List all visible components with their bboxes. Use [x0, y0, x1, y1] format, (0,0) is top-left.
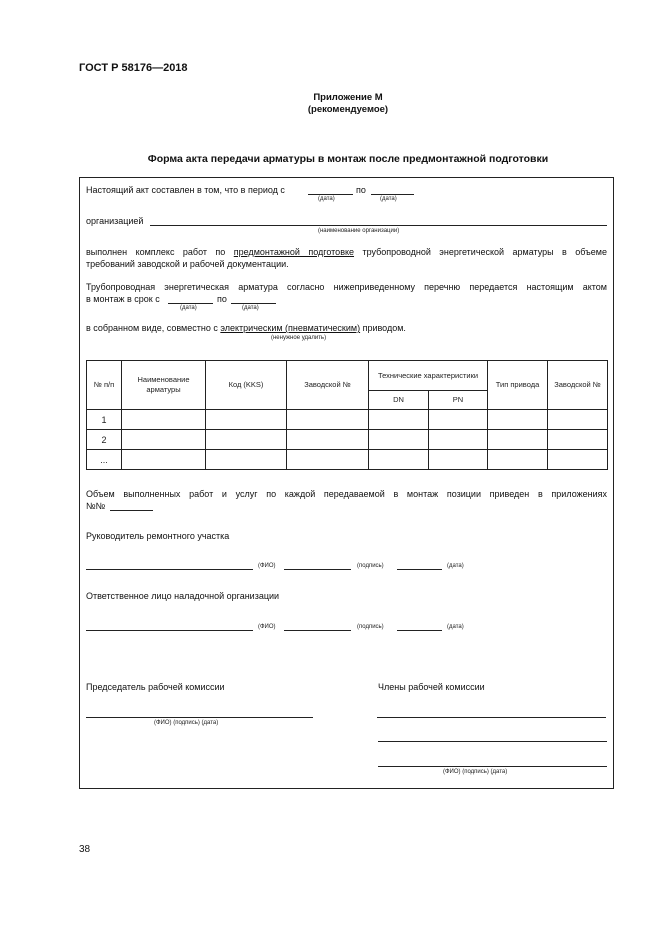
date-from-line [308, 194, 353, 195]
date-hint: (дата) [242, 305, 259, 311]
appendix-note: (рекомендуемое) [307, 104, 389, 115]
signature-hint: (подпись) [357, 563, 384, 569]
signature-hint: (подпись) [357, 624, 384, 630]
org-label: организацией [86, 216, 144, 226]
document-id: ГОСТ Р 58176—2018 [79, 62, 188, 74]
commissioning-person-title: Ответственное лицо наладочной организации [86, 591, 280, 601]
table-cell[interactable] [287, 430, 369, 450]
col-tech: Технические характеристики [369, 361, 488, 391]
date-hint: (дата) [318, 196, 335, 202]
col-num: № п/п [87, 361, 122, 410]
table-cell[interactable] [206, 410, 287, 430]
date-hint: (дата) [380, 196, 397, 202]
date-line [397, 569, 442, 570]
table-cell[interactable] [429, 430, 488, 450]
table-cell[interactable] [287, 410, 369, 430]
row-number: ... [87, 450, 122, 470]
transfer-term-label: в монтаж в срок с [86, 294, 160, 304]
period-to-label: по [356, 185, 366, 195]
assembled-line: в собранном виде, совместно с электрическим (пневматическим) приводом. [86, 323, 406, 333]
org-hint: (наименование организации) [318, 228, 400, 234]
col-pn: PN [429, 391, 488, 410]
table-cell[interactable] [206, 430, 287, 450]
row-number: 1 [87, 410, 122, 430]
table-cell[interactable] [122, 430, 206, 450]
page-number: 38 [79, 844, 91, 855]
scope-text: Объем выполненных работ и услуг по каждой передаваемой в монтаж позиции приведен в приложениях [86, 489, 607, 499]
col-serial: Заводской № [287, 361, 369, 410]
table-row [87, 450, 608, 470]
col-drive-type: Тип привода [488, 361, 548, 410]
table-row [87, 410, 608, 430]
date-hint: (дата) [447, 624, 464, 630]
scope-appendix-label: №№ [86, 501, 106, 511]
date-hint: (дата) [447, 563, 464, 569]
table-cell[interactable] [488, 430, 548, 450]
member-signature-line [378, 741, 607, 742]
date-hint: (дата) [180, 305, 197, 311]
table-cell[interactable] [369, 430, 429, 450]
fio-line [86, 630, 253, 631]
term-from-line [168, 303, 213, 304]
commission-chair-title: Председатель рабочей комиссии [86, 682, 225, 692]
fio-hint: (ФИО) [258, 563, 276, 569]
term-to-line [231, 303, 276, 304]
date-to-line [371, 194, 414, 195]
table-cell[interactable] [287, 450, 369, 470]
date-line [397, 630, 442, 631]
members-signature-hint: (ФИО) (подпись) (дата) [443, 769, 508, 775]
commission-members-title: Члены рабочей комиссии [378, 682, 485, 692]
chair-signature-line [86, 717, 313, 718]
fio-line [86, 569, 253, 570]
paragraph-works-2: требований заводской и рабочей документации. [86, 259, 289, 269]
org-line [150, 225, 607, 226]
paragraph-works: выполнен комплекс работ по предмонтажной подготовке трубопроводной энергетической арматуры в объеме [86, 247, 607, 257]
signature-line [284, 630, 351, 631]
term-to-label: по [217, 294, 227, 304]
row-number: 2 [87, 430, 122, 450]
member-signature-line [377, 717, 606, 718]
table-cell[interactable] [206, 450, 287, 470]
table-cell[interactable] [369, 410, 429, 430]
table-cell[interactable] [488, 450, 548, 470]
paragraph-transfer: Трубопроводная энергетическая арматура согласно нижеприведенному перечню передается настоящим актом [86, 282, 607, 292]
appendix-name: Приложение М [313, 92, 383, 103]
delete-hint: (ненужное удалить) [271, 335, 327, 341]
table-cell[interactable] [429, 410, 488, 430]
table-cell[interactable] [122, 410, 206, 430]
table-cell[interactable] [369, 450, 429, 470]
table-cell[interactable] [122, 450, 206, 470]
table-cell[interactable] [488, 410, 548, 430]
col-drive-serial: Заводской № [548, 361, 608, 410]
col-dn: DN [369, 391, 429, 410]
table-cell[interactable] [548, 450, 608, 470]
period-label: Настоящий акт составлен в том, что в период с [86, 185, 285, 195]
table-cell[interactable] [548, 430, 608, 450]
fittings-table [86, 360, 608, 470]
table-cell[interactable] [429, 450, 488, 470]
table-row [87, 430, 608, 450]
form-title: Форма акта передачи арматуры в монтаж после предмонтажной подготовки [147, 153, 549, 165]
chair-signature-hint: (ФИО) (подпись) (дата) [154, 720, 219, 726]
fio-hint: (ФИО) [258, 624, 276, 630]
scope-appendix-line [110, 510, 153, 511]
signature-line [284, 569, 351, 570]
col-name: Наименование арматуры [122, 361, 206, 410]
repair-head-title: Руководитель ремонтного участка [86, 531, 230, 541]
col-code: Код (KKS) [206, 361, 287, 410]
table-cell[interactable] [548, 410, 608, 430]
member-signature-line [378, 766, 607, 767]
